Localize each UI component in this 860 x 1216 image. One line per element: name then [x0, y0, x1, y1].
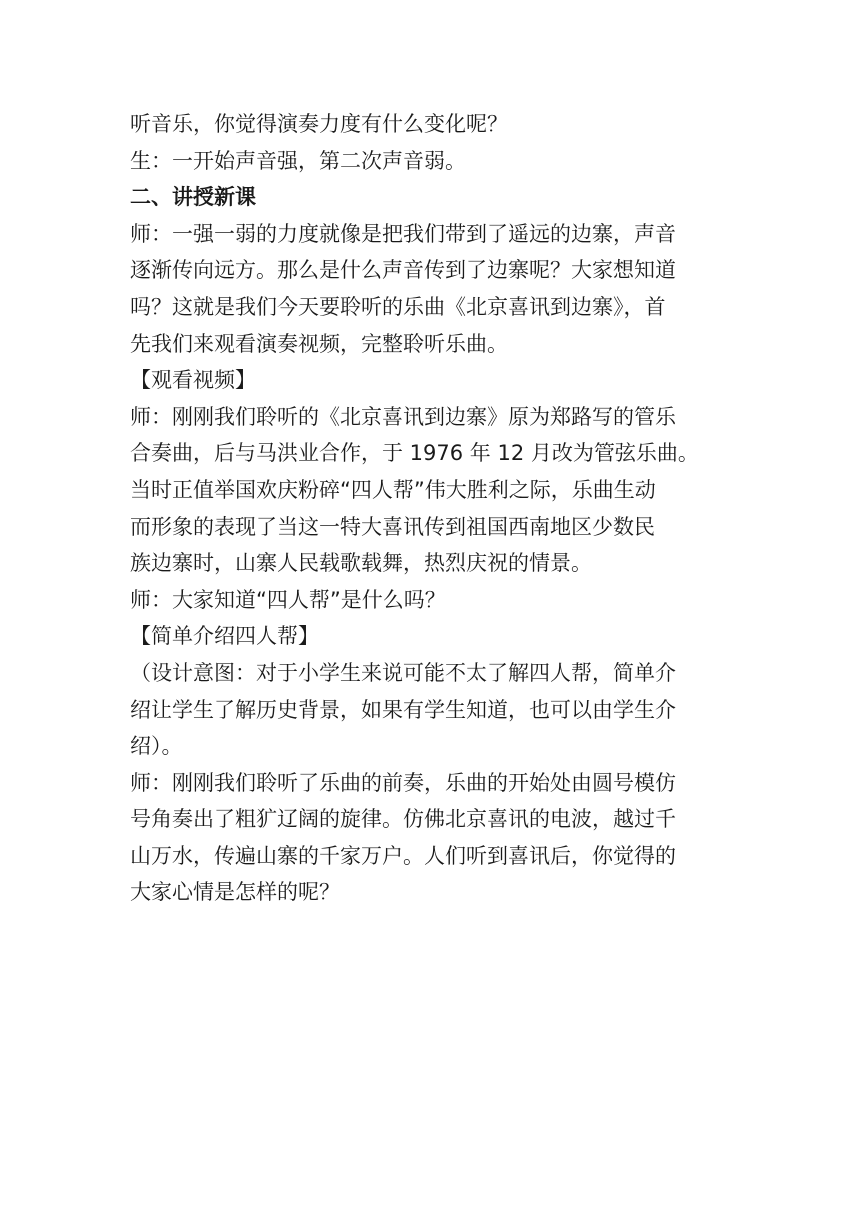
text-line: 吗？这就是我们今天要聆听的乐曲《北京喜讯到边寨》，首 — [130, 294, 666, 319]
text-line: 师：大家知道“四人帮”是什么吗？ — [130, 587, 446, 612]
section-heading — [130, 179, 730, 216]
paragraph-teacher-intro — [130, 216, 730, 362]
stage-direction-introduce — [130, 618, 730, 655]
text-line: 师：刚刚我们聆听了乐曲的前奏，乐曲的开始处由圆号模仿 — [130, 770, 676, 795]
text-line: 号角奏出了粗犷辽阔的旋律。仿佛北京喜讯的电波，越过千 — [130, 807, 676, 832]
stage-direction-watch-video — [130, 362, 730, 399]
paragraph-student-answer — [130, 143, 730, 180]
text-line: 绍）。 — [130, 734, 183, 759]
paragraph-teacher-question — [130, 582, 730, 619]
text-line: 生：一开始声音强，第二次声音弱。 — [130, 148, 466, 173]
text-line: 【观看视频】 — [130, 368, 256, 393]
text-line: 山万水，传遍山寨的千家万户。人们听到喜讯后，你觉得的 — [130, 843, 676, 868]
section-heading-text: 二、讲授新课 — [130, 185, 256, 210]
text-line: 师：刚刚我们聆听的《北京喜讯到边寨》原为郑路写的管乐 — [130, 404, 676, 429]
text-line: 合奏曲，后与马洪业合作，于 1976 年 12 月改为管弦乐曲。 — [130, 441, 699, 466]
text-line: 听音乐，你觉得演奏力度有什么变化呢？ — [130, 112, 508, 136]
text-line: 当时正值举国欢庆粉碎“四人帮”伟大胜利之际，乐曲生动 — [130, 477, 656, 502]
text-line: 而形象的表现了当这一特大喜讯传到祖国西南地区少数民 — [130, 514, 655, 539]
paragraph-intro-question — [130, 106, 730, 143]
text-line: 绍让学生了解历史背景，如果有学生知道，也可以由学生介 — [130, 697, 676, 722]
paragraph-teacher-background — [130, 399, 730, 582]
paragraph-teacher-prelude — [130, 765, 730, 911]
text-line: （设计意图：对于小学生来说可能不太了解四人帮，简单介 — [130, 660, 676, 685]
paragraph-design-intent — [130, 655, 730, 765]
lesson-plan-text — [130, 106, 730, 911]
text-line: 【简单介绍四人帮】 — [130, 624, 319, 649]
text-line: 师：一强一弱的力度就像是把我们带到了遥远的边寨，声音 — [130, 221, 676, 246]
text-line: 大家心情是怎样的呢？ — [130, 880, 340, 905]
text-line: 族边寨时，山寨人民载歌载舞，热烈庆祝的情景。 — [130, 551, 592, 576]
text-line: 逐渐传向远方。那么是什么声音传到了边寨呢？大家想知道 — [130, 258, 676, 283]
text-line: 先我们来观看演奏视频，完整聆听乐曲。 — [130, 331, 508, 356]
